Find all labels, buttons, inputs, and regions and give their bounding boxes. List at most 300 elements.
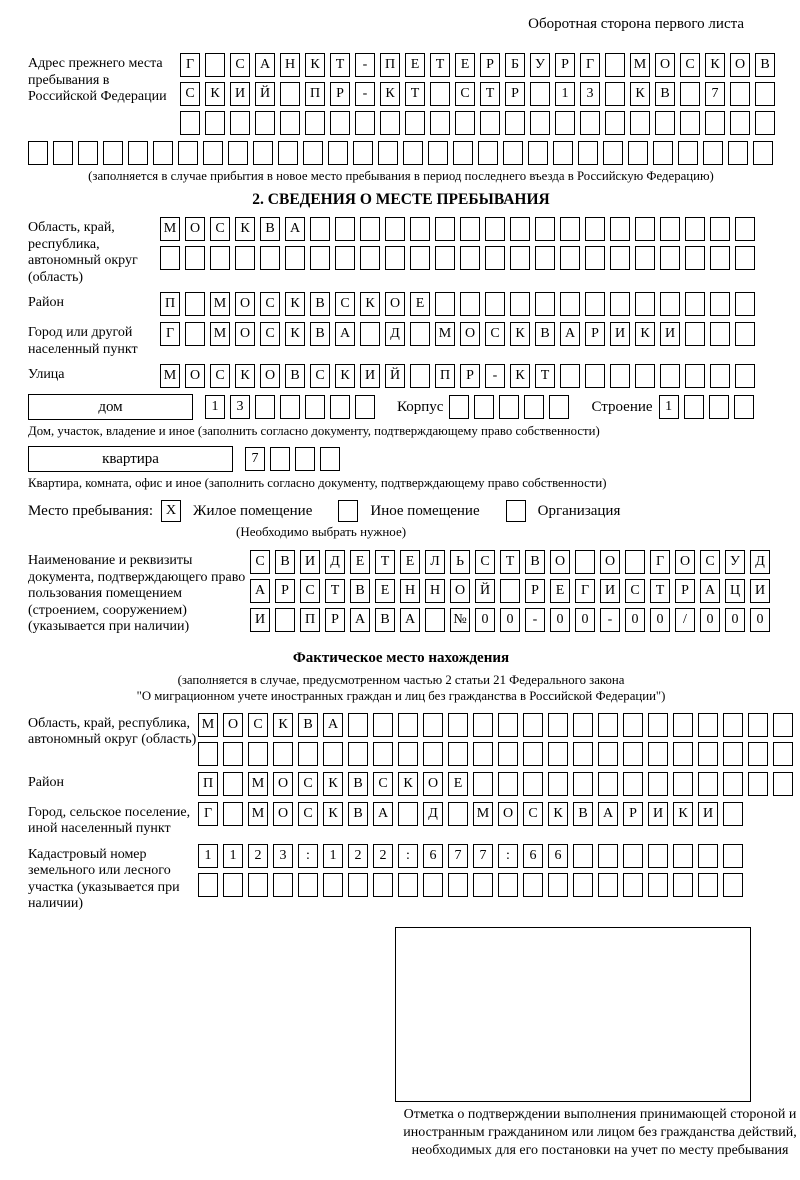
char-cell[interactable] (448, 742, 468, 766)
char-cell[interactable]: 7 (705, 82, 725, 106)
char-cell[interactable] (260, 246, 280, 270)
char-cell[interactable] (305, 395, 325, 419)
char-cell[interactable] (673, 844, 693, 868)
char-cell[interactable]: - (485, 364, 505, 388)
char-cell[interactable] (523, 772, 543, 796)
char-cell[interactable] (223, 772, 243, 796)
char-cell[interactable]: О (550, 550, 570, 574)
char-cell[interactable]: К (630, 82, 650, 106)
char-cell[interactable]: М (435, 322, 455, 346)
char-cell[interactable] (295, 447, 315, 471)
char-cell[interactable] (530, 111, 550, 135)
char-cell[interactable]: С (625, 579, 645, 603)
char-cell[interactable] (248, 873, 268, 897)
char-cell[interactable] (630, 111, 650, 135)
char-cell[interactable]: Д (423, 802, 443, 826)
char-cell[interactable]: 6 (523, 844, 543, 868)
char-cell[interactable] (398, 873, 418, 897)
char-cell[interactable]: А (323, 713, 343, 737)
char-cell[interactable]: К (398, 772, 418, 796)
char-cell[interactable]: Н (425, 579, 445, 603)
char-cell[interactable]: Г (180, 53, 200, 77)
char-cell[interactable]: А (560, 322, 580, 346)
char-cell[interactable] (423, 742, 443, 766)
char-cell[interactable] (348, 873, 368, 897)
char-cell[interactable]: Г (160, 322, 180, 346)
char-cell[interactable]: К (235, 364, 255, 388)
char-cell[interactable] (485, 217, 505, 241)
char-cell[interactable] (605, 82, 625, 106)
char-cell[interactable] (348, 742, 368, 766)
char-cell[interactable] (330, 111, 350, 135)
char-cell[interactable]: С (310, 364, 330, 388)
char-cell[interactable]: Р (275, 579, 295, 603)
char-cell[interactable]: С (300, 579, 320, 603)
char-cell[interactable]: Т (535, 364, 555, 388)
char-cell[interactable]: Л (425, 550, 445, 574)
char-cell[interactable]: А (700, 579, 720, 603)
char-cell[interactable]: С (485, 322, 505, 346)
char-cell[interactable] (524, 395, 544, 419)
char-cell[interactable]: С (680, 53, 700, 77)
char-cell[interactable] (610, 292, 630, 316)
char-cell[interactable] (660, 217, 680, 241)
char-cell[interactable] (648, 873, 668, 897)
char-cell[interactable]: С (373, 772, 393, 796)
char-cell[interactable] (548, 873, 568, 897)
char-cell[interactable] (280, 395, 300, 419)
char-cell[interactable] (723, 802, 743, 826)
char-cell[interactable] (685, 364, 705, 388)
char-cell[interactable]: Р (325, 608, 345, 632)
char-cell[interactable] (535, 246, 555, 270)
char-cell[interactable]: К (285, 322, 305, 346)
char-cell[interactable]: 6 (548, 844, 568, 868)
char-cell[interactable]: 0 (725, 608, 745, 632)
char-cell[interactable]: 2 (248, 844, 268, 868)
char-cell[interactable]: 6 (423, 844, 443, 868)
char-cell[interactable] (573, 873, 593, 897)
char-cell[interactable] (280, 111, 300, 135)
char-cell[interactable] (355, 395, 375, 419)
char-cell[interactable]: К (323, 802, 343, 826)
char-cell[interactable] (660, 246, 680, 270)
char-cell[interactable]: О (273, 772, 293, 796)
char-cell[interactable] (523, 713, 543, 737)
char-cell[interactable] (185, 292, 205, 316)
char-cell[interactable]: Т (480, 82, 500, 106)
char-cell[interactable] (230, 111, 250, 135)
char-cell[interactable] (455, 111, 475, 135)
char-cell[interactable]: Е (375, 579, 395, 603)
char-cell[interactable] (655, 111, 675, 135)
char-cell[interactable]: Т (500, 550, 520, 574)
char-cell[interactable] (423, 873, 443, 897)
char-cell[interactable]: Е (448, 772, 468, 796)
char-cell[interactable] (553, 141, 573, 165)
char-cell[interactable] (185, 246, 205, 270)
char-cell[interactable] (648, 772, 668, 796)
char-cell[interactable] (585, 292, 605, 316)
char-cell[interactable]: Т (325, 579, 345, 603)
char-cell[interactable]: А (350, 608, 370, 632)
char-cell[interactable]: 0 (575, 608, 595, 632)
char-cell[interactable]: К (510, 364, 530, 388)
char-cell[interactable] (410, 217, 430, 241)
char-cell[interactable]: О (600, 550, 620, 574)
char-cell[interactable]: Е (350, 550, 370, 574)
char-cell[interactable] (685, 322, 705, 346)
char-cell[interactable]: М (160, 217, 180, 241)
char-cell[interactable]: К (705, 53, 725, 77)
char-cell[interactable]: И (648, 802, 668, 826)
char-cell[interactable] (698, 713, 718, 737)
char-cell[interactable] (273, 873, 293, 897)
house-type-box[interactable]: дом (28, 394, 193, 420)
char-cell[interactable] (635, 217, 655, 241)
char-cell[interactable]: Е (550, 579, 570, 603)
char-cell[interactable]: К (205, 82, 225, 106)
char-cell[interactable] (460, 292, 480, 316)
char-cell[interactable]: 1 (555, 82, 575, 106)
char-cell[interactable]: А (598, 802, 618, 826)
char-cell[interactable] (623, 742, 643, 766)
char-cell[interactable]: И (230, 82, 250, 106)
char-cell[interactable] (673, 713, 693, 737)
stay-type-checkbox-organization[interactable] (506, 500, 526, 522)
char-cell[interactable] (730, 82, 750, 106)
char-cell[interactable] (635, 246, 655, 270)
char-cell[interactable]: Й (255, 82, 275, 106)
char-cell[interactable] (403, 141, 423, 165)
char-cell[interactable] (723, 873, 743, 897)
char-cell[interactable]: Р (505, 82, 525, 106)
char-cell[interactable] (623, 844, 643, 868)
char-cell[interactable] (499, 395, 519, 419)
char-cell[interactable] (330, 395, 350, 419)
char-cell[interactable]: К (548, 802, 568, 826)
char-cell[interactable] (710, 246, 730, 270)
char-cell[interactable]: 0 (700, 608, 720, 632)
char-cell[interactable] (635, 364, 655, 388)
char-cell[interactable]: И (610, 322, 630, 346)
char-cell[interactable] (253, 141, 273, 165)
char-cell[interactable]: 7 (245, 447, 265, 471)
char-cell[interactable] (709, 395, 729, 419)
char-cell[interactable]: : (398, 844, 418, 868)
char-cell[interactable] (498, 742, 518, 766)
char-cell[interactable]: П (380, 53, 400, 77)
char-cell[interactable]: И (250, 608, 270, 632)
char-cell[interactable]: П (300, 608, 320, 632)
char-cell[interactable] (755, 82, 775, 106)
char-cell[interactable] (410, 364, 430, 388)
char-cell[interactable]: Ь (450, 550, 470, 574)
char-cell[interactable]: В (260, 217, 280, 241)
char-cell[interactable] (210, 246, 230, 270)
char-cell[interactable]: 3 (580, 82, 600, 106)
char-cell[interactable]: 0 (550, 608, 570, 632)
char-cell[interactable] (503, 141, 523, 165)
char-cell[interactable] (710, 217, 730, 241)
char-cell[interactable]: С (210, 217, 230, 241)
char-cell[interactable]: Г (198, 802, 218, 826)
char-cell[interactable] (460, 246, 480, 270)
char-cell[interactable]: К (335, 364, 355, 388)
char-cell[interactable] (178, 141, 198, 165)
char-cell[interactable]: П (160, 292, 180, 316)
char-cell[interactable] (628, 141, 648, 165)
char-cell[interactable]: 7 (448, 844, 468, 868)
char-cell[interactable]: О (385, 292, 405, 316)
char-cell[interactable] (310, 246, 330, 270)
char-cell[interactable] (205, 111, 225, 135)
char-cell[interactable]: Р (525, 579, 545, 603)
char-cell[interactable] (734, 395, 754, 419)
char-cell[interactable] (430, 111, 450, 135)
char-cell[interactable]: О (273, 802, 293, 826)
char-cell[interactable] (573, 772, 593, 796)
char-cell[interactable]: М (473, 802, 493, 826)
char-cell[interactable] (275, 608, 295, 632)
char-cell[interactable] (678, 141, 698, 165)
char-cell[interactable]: В (755, 53, 775, 77)
char-cell[interactable]: - (355, 82, 375, 106)
char-cell[interactable] (474, 395, 494, 419)
char-cell[interactable] (605, 53, 625, 77)
char-cell[interactable] (385, 246, 405, 270)
char-cell[interactable]: О (655, 53, 675, 77)
char-cell[interactable] (380, 111, 400, 135)
char-cell[interactable]: П (198, 772, 218, 796)
char-cell[interactable]: Р (330, 82, 350, 106)
char-cell[interactable] (128, 141, 148, 165)
char-cell[interactable] (598, 742, 618, 766)
char-cell[interactable] (435, 292, 455, 316)
char-cell[interactable]: О (675, 550, 695, 574)
char-cell[interactable]: В (310, 322, 330, 346)
char-cell[interactable]: С (210, 364, 230, 388)
char-cell[interactable]: К (305, 53, 325, 77)
char-cell[interactable]: О (235, 292, 255, 316)
char-cell[interactable] (28, 141, 48, 165)
char-cell[interactable] (378, 141, 398, 165)
char-cell[interactable]: П (435, 364, 455, 388)
char-cell[interactable] (160, 246, 180, 270)
char-cell[interactable] (735, 322, 755, 346)
char-cell[interactable]: Е (455, 53, 475, 77)
char-cell[interactable]: Д (385, 322, 405, 346)
char-cell[interactable]: Р (460, 364, 480, 388)
char-cell[interactable] (353, 141, 373, 165)
char-cell[interactable]: А (335, 322, 355, 346)
char-cell[interactable] (698, 873, 718, 897)
char-cell[interactable] (548, 772, 568, 796)
char-cell[interactable]: В (285, 364, 305, 388)
char-cell[interactable] (398, 713, 418, 737)
char-cell[interactable] (385, 217, 405, 241)
stay-type-checkbox-residential[interactable]: X (161, 500, 181, 522)
char-cell[interactable] (360, 246, 380, 270)
char-cell[interactable]: У (530, 53, 550, 77)
char-cell[interactable]: А (250, 579, 270, 603)
char-cell[interactable]: С (298, 772, 318, 796)
char-cell[interactable]: 1 (223, 844, 243, 868)
char-cell[interactable]: А (285, 217, 305, 241)
char-cell[interactable]: И (600, 579, 620, 603)
char-cell[interactable] (728, 141, 748, 165)
char-cell[interactable] (198, 873, 218, 897)
char-cell[interactable] (528, 141, 548, 165)
char-cell[interactable] (255, 111, 275, 135)
char-cell[interactable] (660, 364, 680, 388)
char-cell[interactable]: У (725, 550, 745, 574)
char-cell[interactable]: В (535, 322, 555, 346)
char-cell[interactable]: М (210, 322, 230, 346)
char-cell[interactable] (549, 395, 569, 419)
char-cell[interactable]: 1 (205, 395, 225, 419)
char-cell[interactable]: Т (330, 53, 350, 77)
char-cell[interactable] (623, 772, 643, 796)
char-cell[interactable] (510, 292, 530, 316)
char-cell[interactable] (360, 217, 380, 241)
char-cell[interactable]: О (185, 217, 205, 241)
char-cell[interactable]: С (248, 713, 268, 737)
char-cell[interactable] (270, 447, 290, 471)
char-cell[interactable]: В (275, 550, 295, 574)
char-cell[interactable]: К (635, 322, 655, 346)
char-cell[interactable]: Р (675, 579, 695, 603)
char-cell[interactable]: Е (405, 53, 425, 77)
char-cell[interactable] (428, 141, 448, 165)
char-cell[interactable]: В (525, 550, 545, 574)
apartment-type-box[interactable]: квартира (28, 446, 233, 472)
char-cell[interactable] (673, 873, 693, 897)
char-cell[interactable] (410, 246, 430, 270)
char-cell[interactable]: М (198, 713, 218, 737)
char-cell[interactable] (398, 742, 418, 766)
char-cell[interactable]: 1 (323, 844, 343, 868)
char-cell[interactable] (755, 111, 775, 135)
char-cell[interactable]: В (655, 82, 675, 106)
char-cell[interactable] (278, 141, 298, 165)
char-cell[interactable] (623, 713, 643, 737)
char-cell[interactable] (735, 292, 755, 316)
char-cell[interactable] (298, 873, 318, 897)
char-cell[interactable] (585, 246, 605, 270)
char-cell[interactable] (648, 742, 668, 766)
char-cell[interactable]: С (335, 292, 355, 316)
char-cell[interactable] (625, 550, 645, 574)
char-cell[interactable]: - (355, 53, 375, 77)
char-cell[interactable]: О (730, 53, 750, 77)
char-cell[interactable] (473, 742, 493, 766)
char-cell[interactable] (103, 141, 123, 165)
char-cell[interactable]: О (498, 802, 518, 826)
char-cell[interactable] (435, 217, 455, 241)
char-cell[interactable] (285, 246, 305, 270)
char-cell[interactable] (449, 395, 469, 419)
char-cell[interactable] (735, 246, 755, 270)
char-cell[interactable]: П (305, 82, 325, 106)
char-cell[interactable] (710, 364, 730, 388)
char-cell[interactable]: : (498, 844, 518, 868)
char-cell[interactable]: А (400, 608, 420, 632)
char-cell[interactable]: М (248, 802, 268, 826)
stay-type-checkbox-other[interactable] (338, 500, 358, 522)
char-cell[interactable]: 0 (650, 608, 670, 632)
char-cell[interactable] (348, 713, 368, 737)
char-cell[interactable]: К (510, 322, 530, 346)
char-cell[interactable] (473, 713, 493, 737)
char-cell[interactable]: 1 (659, 395, 679, 419)
char-cell[interactable]: № (450, 608, 470, 632)
char-cell[interactable] (405, 111, 425, 135)
char-cell[interactable]: Й (475, 579, 495, 603)
char-cell[interactable] (705, 111, 725, 135)
char-cell[interactable] (273, 742, 293, 766)
char-cell[interactable] (310, 217, 330, 241)
char-cell[interactable] (555, 111, 575, 135)
char-cell[interactable]: С (700, 550, 720, 574)
char-cell[interactable]: С (180, 82, 200, 106)
char-cell[interactable] (360, 322, 380, 346)
char-cell[interactable] (598, 772, 618, 796)
char-cell[interactable] (698, 742, 718, 766)
char-cell[interactable]: Г (580, 53, 600, 77)
char-cell[interactable]: Т (375, 550, 395, 574)
char-cell[interactable]: С (260, 292, 280, 316)
char-cell[interactable]: 7 (473, 844, 493, 868)
char-cell[interactable]: Е (400, 550, 420, 574)
char-cell[interactable] (605, 111, 625, 135)
char-cell[interactable]: 0 (475, 608, 495, 632)
char-cell[interactable]: О (235, 322, 255, 346)
char-cell[interactable] (598, 844, 618, 868)
char-cell[interactable] (773, 742, 793, 766)
char-cell[interactable] (748, 742, 768, 766)
char-cell[interactable] (723, 844, 743, 868)
char-cell[interactable]: С (475, 550, 495, 574)
char-cell[interactable] (473, 772, 493, 796)
char-cell[interactable]: Т (650, 579, 670, 603)
char-cell[interactable]: М (160, 364, 180, 388)
char-cell[interactable] (223, 802, 243, 826)
char-cell[interactable] (410, 322, 430, 346)
char-cell[interactable]: С (523, 802, 543, 826)
char-cell[interactable]: В (375, 608, 395, 632)
char-cell[interactable] (560, 246, 580, 270)
char-cell[interactable] (573, 844, 593, 868)
char-cell[interactable]: В (348, 802, 368, 826)
char-cell[interactable] (198, 742, 218, 766)
char-cell[interactable] (448, 802, 468, 826)
char-cell[interactable] (560, 364, 580, 388)
char-cell[interactable] (373, 713, 393, 737)
char-cell[interactable] (575, 550, 595, 574)
char-cell[interactable]: В (348, 772, 368, 796)
char-cell[interactable]: Н (280, 53, 300, 77)
char-cell[interactable]: К (380, 82, 400, 106)
char-cell[interactable] (305, 111, 325, 135)
char-cell[interactable] (710, 292, 730, 316)
char-cell[interactable]: С (230, 53, 250, 77)
char-cell[interactable] (498, 713, 518, 737)
char-cell[interactable] (203, 141, 223, 165)
char-cell[interactable] (660, 292, 680, 316)
char-cell[interactable]: 3 (273, 844, 293, 868)
char-cell[interactable]: М (630, 53, 650, 77)
